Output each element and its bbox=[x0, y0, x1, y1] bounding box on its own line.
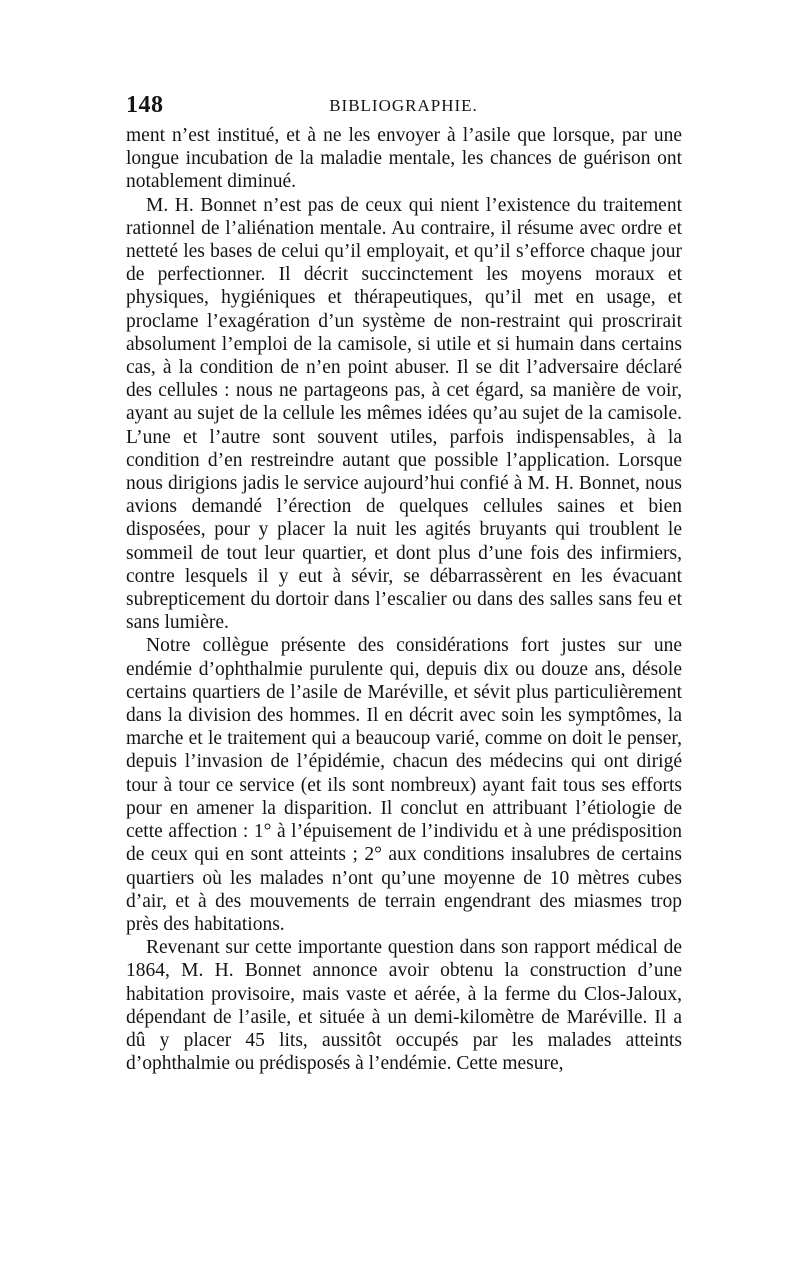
page-header bbox=[126, 92, 681, 120]
page-number: 148 bbox=[126, 92, 164, 118]
paragraph-3: Notre collègue présente des considérations fort justes sur une endémie d’ophthalmie purulente qui, depuis dix ou douze ans, désole certains quartiers de l’asile de Maréville, et sévit plus particulièrement dans la division des hommes. Il en décrit avec soin les symptômes, la marche et le traitement qui a beaucoup varié, comme on doit le penser, depuis l’invasion de l’épidémie, chacun des médecins qui ont dirigé tour à tour ce service (et ils sont nombreux) ayant fait tous ses efforts pour en amener la disparition. Il conclut en attribuant l’étiologie de cette affection : 1° à l’épuisement de l’individu et à une prédisposition de ceux qui en sont atteints ; 2° aux conditions insalubres de certains quartiers où les malades n’ont qu’une moyenne de 10 mètres cubes d’air, et à des mouvements de terrain engendrant des miasmes trop près des habitations. bbox=[126, 635, 682, 935]
paragraph-2: M. H. Bonnet n’est pas de ceux qui nient l’existence du traitement rationnel de l’aliénation mentale. Au contraire, il résume avec ordre et netteté les bases de celui qu’il employait, et qu’il s’efforce chaque jour de perfectionner. Il décrit succinctement les moyens moraux et physiques, hygiéniques et thérapeutiques, qu’il met en usage, et proclame l’exagération d’un système de non-restraint qui proscrirait absolument l’emploi de la camisole, si utile et si humain dans certains cas, à la condition de n’en point abuser. Il se dit l’adversaire déclaré des cellules : nous ne partageons pas, à cet égard, sa manière de voir, ayant au sujet de la cellule les mêmes idées qu’au sujet de la camisole. L’une et l’autre sont souvent utiles, parfois indispensables, à la condition d’en restreindre autant que possible l’application. Lorsque nous dirigions jadis le service aujourd’hui confié à M. H. Bonnet, nous avions demandé l’érection de quelques cellules saines et bien disposées, pour y placer la nuit les agités bruyants qui troublent le sommeil de tout leur quartier, et dont plus d’une fois des infirmiers, contre lesquels il y eut à sévir, se débarrassèrent en les évacuant subrepticement du dortoir dans l’escalier ou dans des salles sans feu et sans lumière. bbox=[126, 194, 682, 634]
running-head: BIBLIOGRAPHIE. bbox=[329, 96, 478, 115]
paragraph-1: ment n’est institué, et à ne les envoyer à l’asile que lorsque, par une longue incubation de la maladie mentale, les chances de guérison ont notablement diminué. bbox=[126, 125, 682, 193]
body-text bbox=[126, 124, 682, 1075]
paragraph-4: Revenant sur cette importante question dans son rapport médical de 1864, M. H. Bonnet annonce avoir obtenu la construction d’une habitation provisoire, mais vaste et aérée, à la ferme du Clos-Jaloux, dépendant de l’asile, et située à un demi-kilomètre de Maréville. Il a dû y placer 45 lits, aussitôt occupés par les malades atteints d’ophthalmie ou prédisposés à l’endémie. Cette mesure, bbox=[126, 937, 682, 1075]
